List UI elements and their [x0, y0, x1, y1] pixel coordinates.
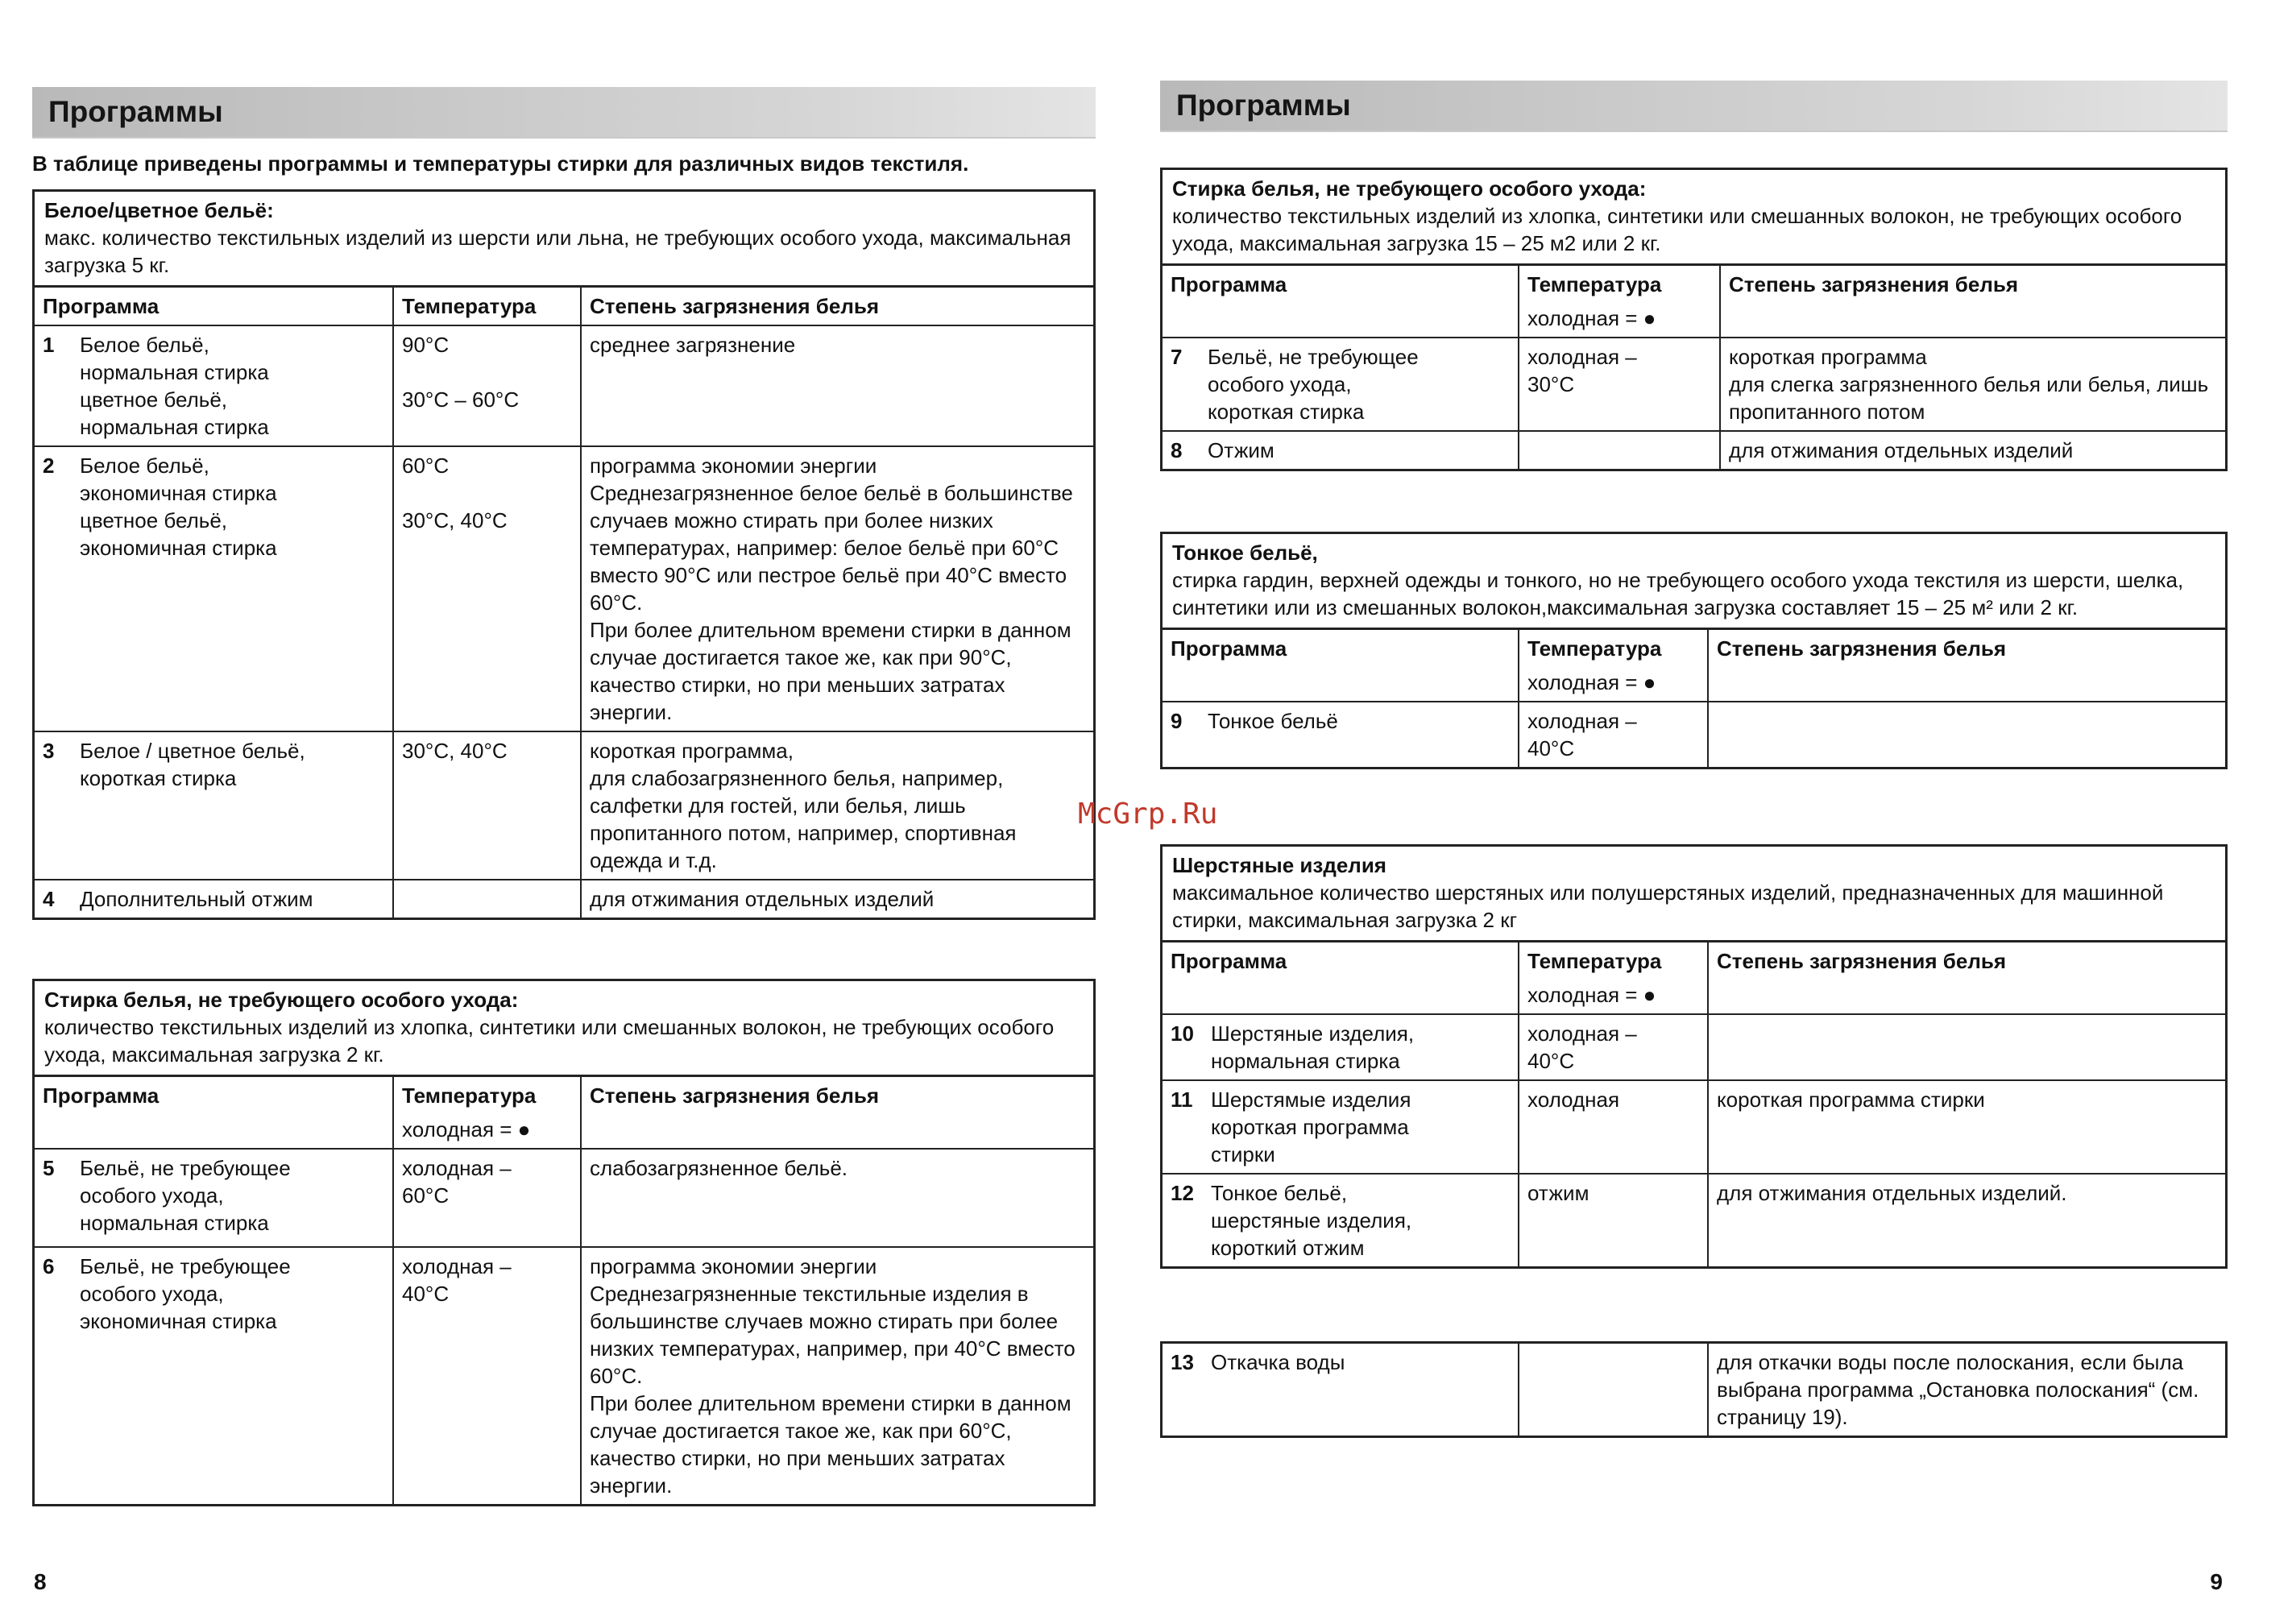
program-number: 3 [43, 739, 55, 763]
table-row [1163, 338, 2225, 431]
program-name: Шерстяные изделия, нормальная стирка [1211, 1021, 1415, 1073]
soil-cell: для отжимания отдельных изделий. [1708, 1174, 2225, 1266]
temperature-cell: 30°C, 40°C [393, 731, 581, 880]
program-number: 1 [43, 333, 55, 357]
section-heading: Стирка белья, не требующего особого ухода: [44, 988, 519, 1012]
program-cell [35, 325, 393, 446]
program-name: Дополнительный отжим [80, 887, 313, 911]
program-cell [35, 446, 393, 731]
temperature-label: Температура [1527, 949, 1662, 973]
section-heading: Тонкое бельё, [1172, 541, 1318, 565]
column-header-program: Программа [1163, 630, 1519, 702]
table-row [35, 446, 1093, 731]
program-table [1163, 942, 2225, 1266]
soil-cell: короткая программа для слегка загрязненного белья или белья, лишь пропитанного потом [1720, 338, 2225, 431]
soil-cell: для отжимания отдельных изделий [581, 880, 1093, 918]
table-header-row [35, 288, 1093, 325]
soil-cell [1708, 702, 2225, 767]
section-delicates [1160, 532, 2228, 769]
section-header [1163, 847, 2225, 942]
page-title: Программы [1176, 89, 1351, 122]
page-number: 9 [2210, 1569, 2223, 1594]
program-table [1163, 630, 2225, 767]
column-header-program: Программа [35, 288, 393, 325]
soil-cell: для откачки воды после полоскания, если была выбрана программа „Остановка полоскания“ (см. страницу 19). [1708, 1344, 2225, 1436]
cold-legend: холодная = ● [1527, 306, 1656, 330]
column-header-temperature [393, 1077, 581, 1149]
page-title-bar [32, 87, 1096, 139]
column-header-soil: Степень загрязнения белья [1708, 630, 2225, 702]
program-name: Шерстямые изделия короткая программа стирки [1211, 1088, 1411, 1166]
column-header-program: Программа [35, 1077, 393, 1149]
program-cell [1163, 1014, 1519, 1080]
temperature-label: Температура [1527, 636, 1662, 661]
program-cell [1163, 702, 1519, 767]
table-row [1163, 702, 2225, 767]
column-header-temperature [1519, 630, 1708, 702]
left-page [32, 0, 1096, 1624]
section-heading: Стирка белья, не требующего особого ухода: [1172, 176, 1647, 201]
right-page [1160, 0, 2228, 1624]
table-row [1163, 1080, 2225, 1174]
column-header-program: Программа [1163, 266, 1519, 338]
page-title-bar [1160, 81, 2228, 132]
soil-cell: среднее загрязнение [581, 325, 1093, 446]
program-number: 13 [1171, 1350, 1194, 1374]
section-description: количество текстильных изделий из хлопка, синтетики или смешанных волокон, не требующих особого ухода, максимальная загрузка 2 кг. [44, 1015, 1055, 1067]
table-header-row [1163, 942, 2225, 1014]
section-header [1163, 534, 2225, 630]
program-number: 11 [1171, 1088, 1193, 1112]
table-row [1163, 431, 2225, 469]
program-number: 2 [43, 454, 55, 478]
temperature-cell: холодная – 40°C [1519, 1014, 1708, 1080]
column-header-soil: Степень загрязнения белья [581, 288, 1093, 325]
program-name: Тонкое бельё [1208, 709, 1338, 733]
section-easy-care [32, 979, 1096, 1506]
program-number: 7 [1171, 345, 1183, 369]
section-description: стирка гардин, верхней одежды и тонкого, но не требующего особого ухода текстиля из шерсти, шелка, синтетики или из смешанных волокон,максимальная загрузка составляет 15 – 25 м² или 2 кг. [1172, 568, 2184, 619]
section-header [1163, 170, 2225, 266]
table-header-row [1163, 630, 2225, 702]
section-description: максимальное количество шерстяных или полушерстяных изделий, предназначенных для машинной стирки, максимальная загрузка 2 кг [1172, 880, 2164, 932]
table-row [35, 325, 1093, 446]
temperature-cell: холодная – 40°C [393, 1247, 581, 1504]
column-header-soil: Степень загрязнения белья [581, 1077, 1093, 1149]
temperature-cell: холодная [1519, 1080, 1708, 1174]
intro-text: В таблице приведены программы и температуры стирки для различных видов текстиля. [32, 151, 969, 176]
program-number: 8 [1171, 438, 1183, 462]
temperature-cell: холодная – 60°C [393, 1149, 581, 1247]
program-cell [1163, 431, 1519, 469]
program-cell [1163, 1080, 1519, 1174]
temperature-cell [1519, 1344, 1708, 1436]
table-header-row [35, 1077, 1093, 1149]
program-name: Отжим [1208, 438, 1274, 462]
program-number: 9 [1171, 709, 1183, 733]
program-cell [1163, 338, 1519, 431]
section-description: макс. количество текстильных изделий из шерсти или льна, не требующих особого ухода, максимальная загрузка 5 кг. [44, 226, 1071, 277]
temperature-cell: отжим [1519, 1174, 1708, 1266]
section-wool [1160, 844, 2228, 1269]
cold-legend: холодная = ● [1527, 983, 1656, 1007]
program-cell [35, 731, 393, 880]
temperature-label: Температура [1527, 272, 1662, 296]
page-title: Программы [48, 95, 223, 128]
temperature-cell: холодная – 40°C [1519, 702, 1708, 767]
program-number: 6 [43, 1254, 55, 1278]
table-row [1163, 1014, 2225, 1080]
program-number: 4 [43, 887, 55, 911]
program-name: Белое бельё, нормальная стирка цветное бельё, нормальная стирка [80, 333, 269, 439]
temperature-cell: 60°C 30°C, 40°C [393, 446, 581, 731]
table-row [35, 731, 1093, 880]
program-cell [35, 880, 393, 918]
column-header-temperature [1519, 266, 1720, 338]
section-description: количество текстильных изделий из хлопка, синтетики или смешанных волокон, не требующих особого ухода, максимальная загрузка 15 – 25 м2 или 2 кг. [1172, 204, 2182, 255]
soil-cell: для отжимания отдельных изделий [1720, 431, 2225, 469]
program-number: 5 [43, 1156, 55, 1180]
section-drain [1160, 1341, 2228, 1438]
soil-cell: короткая программа, для слабозагрязненного белья, например, салфетки для гостей, или белья, лишь пропитанного потом, например, спортивная одежда и т.д. [581, 731, 1093, 880]
soil-cell: программа экономии энергии Среднезагрязненные текстильные изделия в большинстве случаев можно стирать при более низких температурах, например, при 40°C вместо 60°C. При более длительном времени стирки в данном случае достигается такое же, как при 60°C, качество стирки, но при меньших затратах энергии. [581, 1247, 1093, 1504]
program-table [35, 288, 1093, 918]
section-header [35, 981, 1093, 1077]
temperature-cell [1519, 431, 1720, 469]
section-easy-care-short [1160, 168, 2228, 471]
column-header-program: Программа [1163, 942, 1519, 1014]
program-cell [1163, 1174, 1519, 1266]
program-name: Тонкое бельё, шерстяные изделия, короткий отжим [1211, 1181, 1412, 1260]
program-name: Бельё, не требующее особого ухода, экономичная стирка [80, 1254, 291, 1333]
column-header-temperature: Температура [393, 288, 581, 325]
program-cell [1163, 1344, 1519, 1436]
cold-legend: холодная = ● [1527, 670, 1656, 694]
program-table [1163, 266, 2225, 469]
program-name: Бельё, не требующее особого ухода, короткая стирка [1208, 345, 1419, 424]
temperature-cell: холодная – 30°C [1519, 338, 1720, 431]
page-number: 8 [34, 1569, 47, 1594]
table-row [1163, 1344, 2225, 1436]
section-header [35, 192, 1093, 288]
program-name: Белое бельё, экономичная стирка цветное бельё, экономичная стирка [80, 454, 277, 560]
watermark: McGrp.Ru [1078, 798, 1218, 831]
soil-cell: программа экономии энергии Среднезагрязненное белое бельё в большинстве случаев можно стирать при более низких температурах, например: белое бельё при 60°C вместо 90°C или пестрое бельё при 40°C вместо 60°C. При более длительном времени стирки в данном случае достигается такое же, как при 90°C, качество стирки, но при меньших затратах энергии. [581, 446, 1093, 731]
section-white-colored [32, 189, 1096, 920]
table-header-row [1163, 266, 2225, 338]
table-row [1163, 1174, 2225, 1266]
program-table [1163, 1344, 2225, 1436]
program-number: 10 [1171, 1021, 1194, 1046]
column-header-soil: Степень загрязнения белья [1708, 942, 2225, 1014]
soil-cell: короткая программа стирки [1708, 1080, 2225, 1174]
soil-cell: слабозагрязненное бельё. [581, 1149, 1093, 1247]
temperature-cell [393, 880, 581, 918]
program-name: Белое / цветное бельё, короткая стирка [80, 739, 305, 790]
program-name: Бельё, не требующее особого ухода, нормальная стирка [80, 1156, 291, 1235]
soil-cell [1708, 1014, 2225, 1080]
table-row [35, 1149, 1093, 1247]
program-cell [35, 1247, 393, 1504]
section-heading: Шерстяные изделия [1172, 853, 1386, 877]
program-table [35, 1077, 1093, 1504]
program-cell [35, 1149, 393, 1247]
section-heading: Белое/цветное бельё: [44, 198, 274, 222]
table-row [35, 1247, 1093, 1504]
temperature-cell: 90°C 30°C – 60°C [393, 325, 581, 446]
column-header-temperature [1519, 942, 1708, 1014]
program-name: Откачка воды [1211, 1350, 1345, 1374]
table-row [35, 880, 1093, 918]
temperature-label: Температура [402, 1083, 537, 1108]
cold-legend: холодная = ● [402, 1117, 531, 1141]
column-header-soil: Степень загрязнения белья [1720, 266, 2225, 338]
program-number: 12 [1171, 1181, 1194, 1205]
